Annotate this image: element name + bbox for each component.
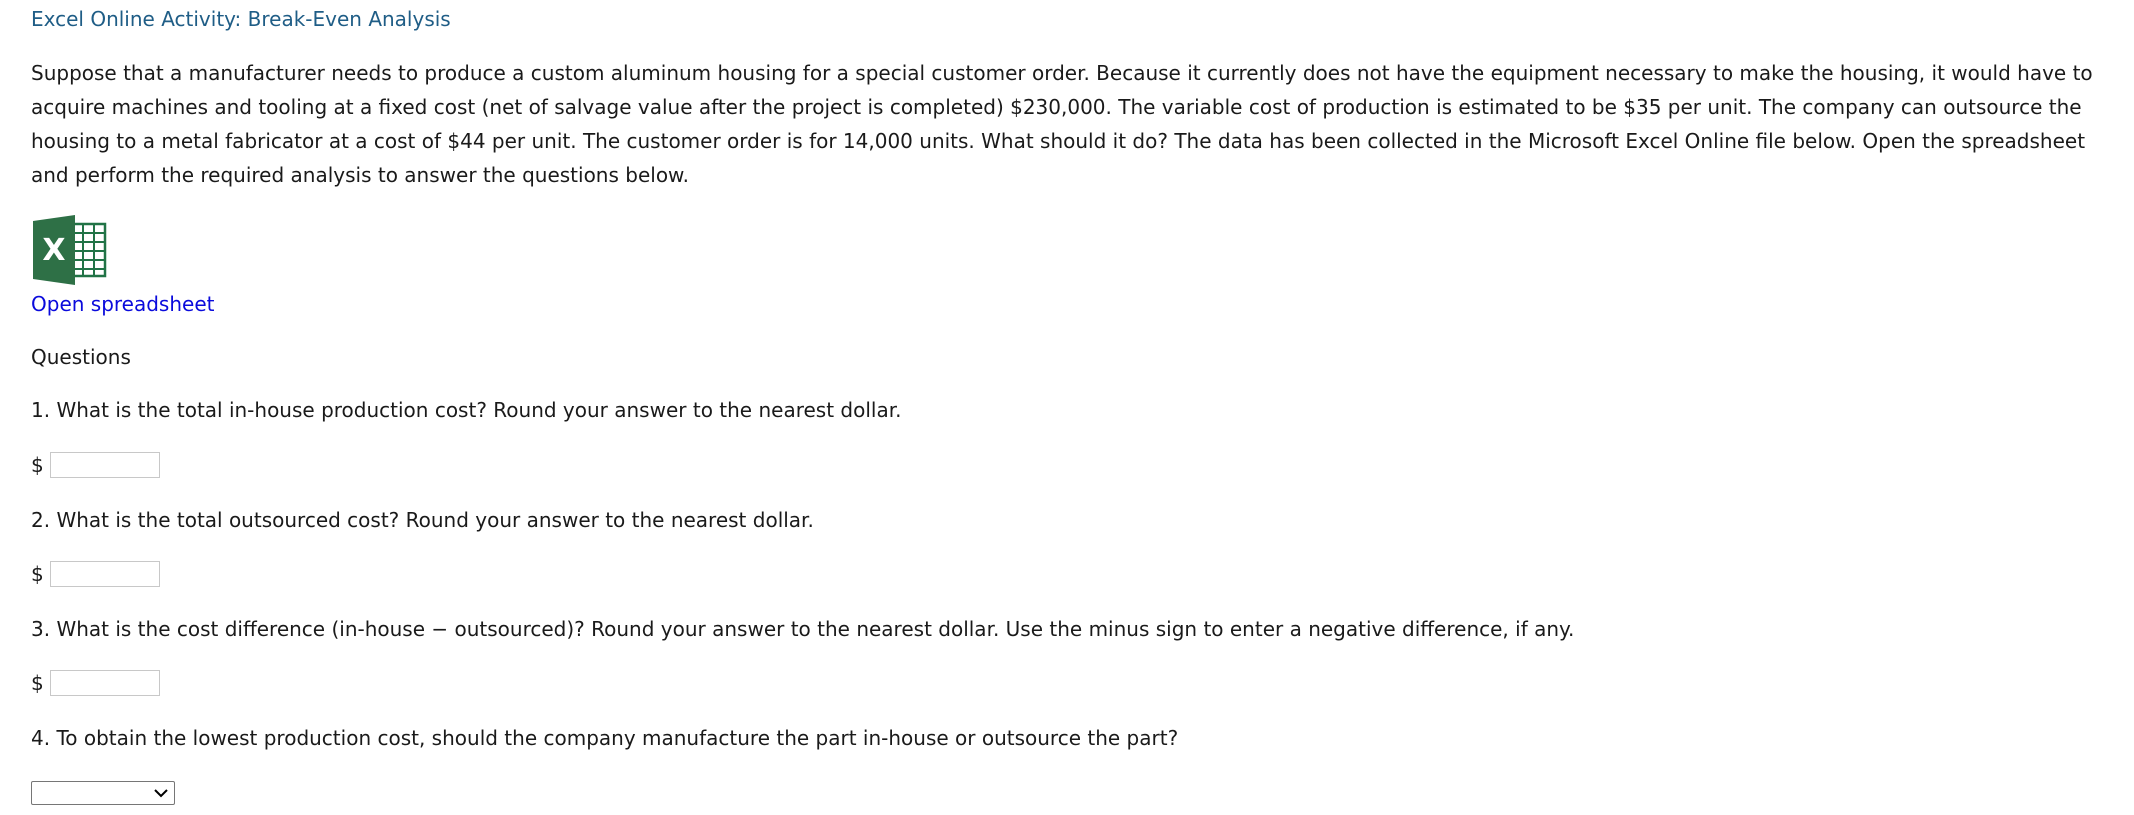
questions-heading: Questions	[31, 345, 131, 369]
question-4-text: 4. To obtain the lowest production cost, should the company manufacture the part in-house or outsource the part?	[31, 726, 1179, 750]
currency-symbol: $	[31, 671, 44, 695]
question-2-answer-input[interactable]	[50, 561, 160, 587]
question-3-text: 3. What is the cost difference (in-house − outsourced)? Round your answer to the nearest dollar. Use the minus sign to enter a negative difference, if any.	[31, 617, 1575, 641]
activity-title: Excel Online Activity: Break-Even Analysis	[31, 7, 451, 31]
question-1-answer-row	[31, 450, 160, 480]
question-2-text: 2. What is the total outsourced cost? Round your answer to the nearest dollar.	[31, 508, 814, 532]
currency-symbol: $	[31, 453, 44, 477]
question-3-answer-input[interactable]	[50, 670, 160, 696]
question-1-answer-input[interactable]	[50, 452, 160, 478]
problem-statement: Suppose that a manufacturer needs to produce a custom aluminum housing for a special customer order. Because it currently does not have the equipment necessary to make the housing, it would have to acquire machines and tooling at a fixed cost (net of salvage value after the project is completed) $230,000. The variable cost of production is estimated to be $35 per unit. The company can outsource the housing to a metal fabricator at a cost of $44 per unit. The customer order is for 14,000 units. What should it do? The data has been collected in the Microsoft Excel Online file below. Open the spreadsheet and perform the required analysis to answer the questions below.	[31, 61, 2093, 187]
question-4-answer-select[interactable]	[31, 781, 175, 805]
open-spreadsheet-link[interactable]: Open spreadsheet	[31, 292, 215, 316]
question-3-answer-row	[31, 668, 160, 698]
excel-icon[interactable]	[33, 215, 109, 285]
excel-icon-letter: X	[42, 233, 66, 268]
currency-symbol: $	[31, 562, 44, 586]
question-2-answer-row	[31, 559, 160, 589]
chevron-down-icon	[153, 785, 169, 801]
question-1-text: 1. What is the total in-house production cost? Round your answer to the nearest dollar.	[31, 398, 902, 422]
